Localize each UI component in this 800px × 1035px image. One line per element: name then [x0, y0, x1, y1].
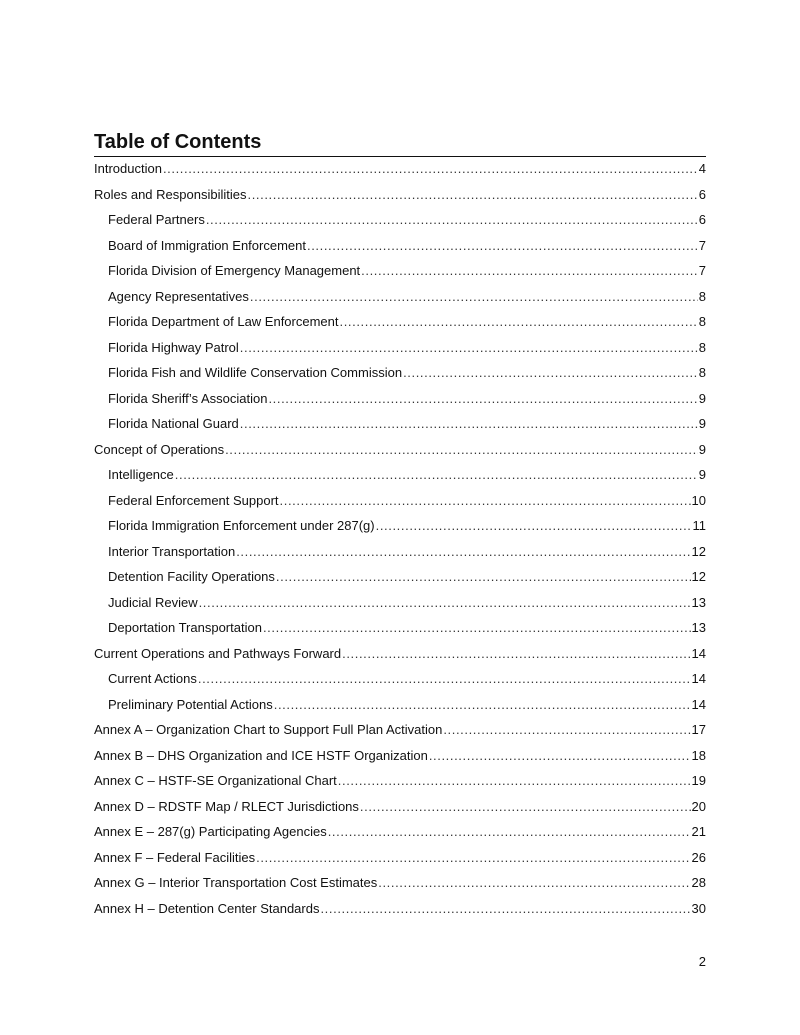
toc-entry[interactable]	[94, 845, 706, 871]
toc-entry-label[interactable]: Annex B – DHS Organization and ICE HSTF Organization	[94, 747, 428, 763]
toc-dot-leader	[429, 743, 691, 769]
toc-entry-label[interactable]: Florida Immigration Enforcement under 287(g)	[108, 518, 375, 533]
toc-dot-leader	[361, 258, 698, 284]
toc-dot-leader	[250, 284, 698, 310]
toc-entry-label[interactable]: Florida Department of Law Enforcement	[108, 314, 339, 329]
toc-dot-leader	[280, 488, 691, 514]
toc-entry-label[interactable]: Federal Partners	[108, 212, 205, 227]
toc-dot-leader	[198, 666, 691, 692]
toc-entry-page[interactable]: 18	[691, 747, 706, 763]
toc-entry[interactable]	[94, 692, 706, 718]
toc-entry[interactable]	[94, 182, 706, 208]
toc-dot-leader	[328, 819, 691, 845]
toc-entry[interactable]	[94, 156, 706, 182]
toc-dot-leader	[320, 896, 690, 922]
toc-dot-leader	[403, 360, 698, 386]
table-of-contents	[94, 156, 706, 921]
toc-dot-leader	[378, 870, 690, 896]
toc-dot-leader	[338, 768, 691, 794]
toc-dot-leader	[274, 692, 691, 718]
toc-entry-label[interactable]: Concept of Operations	[94, 441, 225, 457]
toc-entry-label[interactable]: Interior Transportation	[108, 543, 236, 559]
toc-entry-page[interactable]: 8	[698, 365, 706, 380]
toc-entry[interactable]	[94, 462, 706, 488]
toc-entry-label[interactable]: Agency Representatives	[108, 288, 249, 304]
toc-entry-page[interactable]: 13	[691, 594, 706, 610]
toc-entry-label[interactable]: Intelligence	[108, 467, 174, 482]
toc-entry-label[interactable]: Annex A – Organization Chart to Support Full Plan Activation	[94, 722, 443, 737]
toc-entry-label[interactable]: Preliminary Potential Actions	[108, 696, 273, 712]
toc-dot-leader	[236, 539, 690, 565]
toc-entry[interactable]	[94, 386, 706, 412]
toc-dot-leader	[276, 564, 691, 590]
toc-entry[interactable]	[94, 233, 706, 259]
toc-dot-leader	[342, 641, 690, 667]
toc-entry-page[interactable]: 7	[698, 237, 706, 253]
toc-dot-leader	[263, 615, 691, 641]
toc-entry-page[interactable]: 28	[691, 875, 706, 890]
toc-entry[interactable]	[94, 360, 706, 386]
toc-dot-leader	[443, 717, 690, 743]
toc-entry-page[interactable]: 10	[691, 492, 706, 508]
toc-entry-page[interactable]: 11	[692, 518, 706, 533]
toc-entry-page[interactable]: 12	[691, 569, 706, 584]
toc-entry-page[interactable]: 30	[691, 900, 706, 916]
toc-dot-leader	[376, 513, 692, 539]
toc-dot-leader	[247, 182, 697, 208]
toc-entry[interactable]	[94, 437, 706, 463]
toc-entry[interactable]	[94, 284, 706, 310]
toc-entry-label[interactable]: Florida Highway Patrol	[108, 339, 239, 355]
toc-entry[interactable]	[94, 335, 706, 361]
toc-entry-label[interactable]: Florida National Guard	[108, 416, 239, 431]
toc-entry-label[interactable]: Deportation Transportation	[108, 620, 262, 635]
toc-entry-label[interactable]: Annex C – HSTF-SE Organizational Chart	[94, 773, 337, 788]
toc-entry[interactable]	[94, 819, 706, 845]
toc-entry-label[interactable]: Florida Sheriff’s Association	[108, 390, 268, 406]
toc-entry[interactable]	[94, 768, 706, 794]
toc-entry[interactable]	[94, 666, 706, 692]
toc-dot-leader	[340, 309, 698, 335]
toc-entry-page[interactable]: 12	[691, 543, 706, 559]
toc-entry-page[interactable]: 17	[691, 722, 706, 737]
toc-entry-page[interactable]: 13	[691, 620, 706, 635]
toc-dot-leader	[199, 590, 691, 616]
toc-entry-label[interactable]: Annex F – Federal Facilities	[94, 849, 256, 865]
toc-dot-leader	[240, 335, 698, 361]
toc-entry-label[interactable]: Judicial Review	[108, 594, 198, 610]
toc-entry-page[interactable]: 9	[698, 467, 706, 482]
toc-dot-leader	[307, 233, 698, 259]
toc-entry-label[interactable]: Federal Enforcement Support	[108, 492, 279, 508]
toc-entry-page[interactable]: 7	[698, 263, 706, 278]
toc-entry-page[interactable]: 6	[698, 212, 706, 227]
toc-entry-label[interactable]: Detention Facility Operations	[108, 569, 275, 584]
toc-entry-page[interactable]: 9	[698, 390, 706, 406]
toc-entry[interactable]	[94, 590, 706, 616]
toc-entry-label[interactable]: Florida Division of Emergency Management	[108, 263, 361, 278]
toc-entry[interactable]	[94, 743, 706, 769]
toc-entry-page[interactable]: 14	[691, 671, 706, 686]
toc-entry[interactable]	[94, 896, 706, 922]
toc-dot-leader	[225, 437, 698, 463]
page-title: Table of Contents	[94, 131, 262, 153]
toc-entry-label[interactable]: Annex H – Detention Center Standards	[94, 900, 320, 916]
toc-entry-page[interactable]: 19	[691, 773, 706, 788]
toc-entry-label[interactable]: Introduction	[94, 161, 162, 176]
toc-entry-page[interactable]: 9	[698, 441, 706, 457]
toc-entry[interactable]	[94, 794, 706, 820]
toc-entry[interactable]	[94, 513, 706, 539]
toc-dot-leader	[268, 386, 697, 412]
toc-entry[interactable]	[94, 309, 706, 335]
toc-entry-page[interactable]: 8	[698, 288, 706, 304]
toc-entry-page[interactable]: 26	[691, 849, 706, 865]
toc-dot-leader	[206, 207, 698, 233]
toc-entry-page[interactable]: 21	[691, 824, 706, 839]
toc-entry[interactable]	[94, 488, 706, 514]
toc-entry[interactable]	[94, 615, 706, 641]
toc-dot-leader	[175, 462, 698, 488]
toc-entry-label[interactable]: Current Operations and Pathways Forward	[94, 645, 342, 661]
toc-entry-page[interactable]: 14	[691, 645, 706, 661]
toc-entry-page[interactable]: 8	[698, 314, 706, 329]
toc-entry[interactable]	[94, 641, 706, 667]
toc-entry-label[interactable]: Annex G – Interior Transportation Cost Estimates	[94, 875, 378, 890]
toc-entry-page[interactable]: 9	[698, 416, 706, 431]
toc-entry-label[interactable]: Roles and Responsibilities	[94, 186, 247, 202]
toc-entry[interactable]	[94, 870, 706, 896]
toc-entry[interactable]	[94, 717, 706, 743]
toc-entry-label[interactable]: Annex D – RDSTF Map / RLECT Jurisdictions	[94, 798, 359, 814]
toc-entry-page[interactable]: 8	[698, 339, 706, 355]
toc-dot-leader	[163, 156, 698, 182]
toc-entry-page[interactable]: 14	[691, 696, 706, 712]
toc-entry[interactable]	[94, 564, 706, 590]
toc-entry-page[interactable]: 4	[698, 161, 706, 176]
toc-entry-page[interactable]: 20	[691, 798, 706, 814]
toc-dot-leader	[256, 845, 690, 871]
page-number: 2	[698, 954, 706, 969]
toc-entry[interactable]	[94, 258, 706, 284]
toc-entry-label[interactable]: Board of Immigration Enforcement	[108, 237, 306, 253]
toc-entry-label[interactable]: Florida Fish and Wildlife Conservation Commission	[108, 365, 403, 380]
toc-dot-leader	[360, 794, 691, 820]
toc-entry[interactable]	[94, 411, 706, 437]
toc-entry-page[interactable]: 6	[698, 186, 706, 202]
toc-entry-label[interactable]: Annex E – 287(g) Participating Agencies	[94, 824, 327, 839]
toc-dot-leader	[240, 411, 698, 437]
toc-entry[interactable]	[94, 539, 706, 565]
toc-entry[interactable]	[94, 207, 706, 233]
toc-entry-label[interactable]: Current Actions	[108, 671, 197, 686]
